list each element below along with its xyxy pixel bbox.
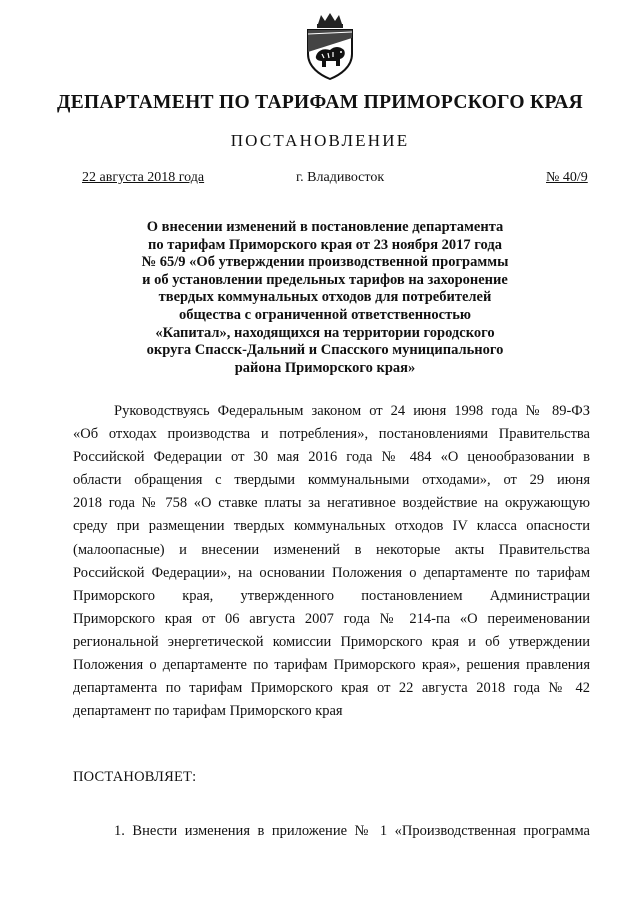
subject-line: района Приморского края» (234, 359, 416, 376)
subject-line: округа Спасск-Дальний и Спасского муниципального (146, 342, 504, 359)
document-number: № 40/9 (546, 170, 588, 185)
primorsky-krai-coat-of-arms-icon (302, 12, 358, 80)
document-date: 22 августа 2018 года (82, 170, 205, 185)
subject-line: общества с ограниченной ответственностью (179, 306, 471, 323)
body-line: области обращения с твердыми коммунальными отходами», от 29 июня (73, 472, 590, 489)
body-line: департамента по тарифам Приморского края от 22 августа 2018 года № 42 (73, 680, 590, 697)
body-line: Приморского края, утвержденного постановлением Администрации (73, 587, 590, 604)
body-line: (малоопасные) и внесении изменений в некоторые акты Правительства (73, 541, 590, 558)
preamble-paragraph (73, 400, 590, 723)
department-title: ДЕПАРТАМЕНТ ПО ТАРИФАМ ПРИМОРСКОГО КРАЯ (57, 92, 583, 113)
subject-line: № 65/9 «Об утверждении производственной программы (141, 254, 509, 271)
subject-line: «Капитал», находящихся на территории городского (155, 324, 495, 341)
body-line: Приморского края от 06 августа 2007 года № 214-па «О переименовании (73, 610, 590, 627)
document-type: ПОСТАНОВЛЕНИЕ (230, 131, 410, 150)
body-line: «Об отходах производства и потребления», постановлениями Правительства (73, 426, 590, 443)
subject-line: твердых коммунальных отходов для потребителей (158, 289, 492, 306)
body-line: 2018 года № 758 «О ставке платы за негативное воздействие на окружающую (73, 495, 590, 512)
body-line: департамент по тарифам Приморского края (73, 703, 343, 720)
body-line: среду при размещении твердых коммунальных отходов IV класса опасности (73, 518, 590, 535)
document-subject (80, 219, 570, 377)
subject-line: по тарифам Приморского края от 23 ноября 2017 года (148, 236, 502, 253)
resolution-item-1: 1. Внести изменения в приложение № 1 «Производственная программа (114, 823, 590, 839)
body-line: Российской Федерации от 30 мая 2016 года № 484 «О ценообразовании в (73, 449, 590, 466)
subject-line: О внесении изменений в постановление департамента (146, 219, 504, 235)
body-line: Российской Федерации», на основании Положения о департаменте по тарифам (73, 564, 590, 581)
subject-line: и об установлении предельных тарифов на захоронение (142, 271, 508, 288)
body-line: Руководствуясь Федеральным законом от 24 июня 1998 года № 89-ФЗ (114, 403, 590, 419)
resolves-heading: ПОСТАНОВЛЯЕТ: (73, 769, 197, 785)
document-city: г. Владивосток (296, 170, 385, 185)
body-line: региональной энергетической комиссии Приморского края и об утверждении (73, 633, 590, 650)
body-line: Положения о департаменте по тарифам Приморского края», решения правления (73, 657, 590, 674)
